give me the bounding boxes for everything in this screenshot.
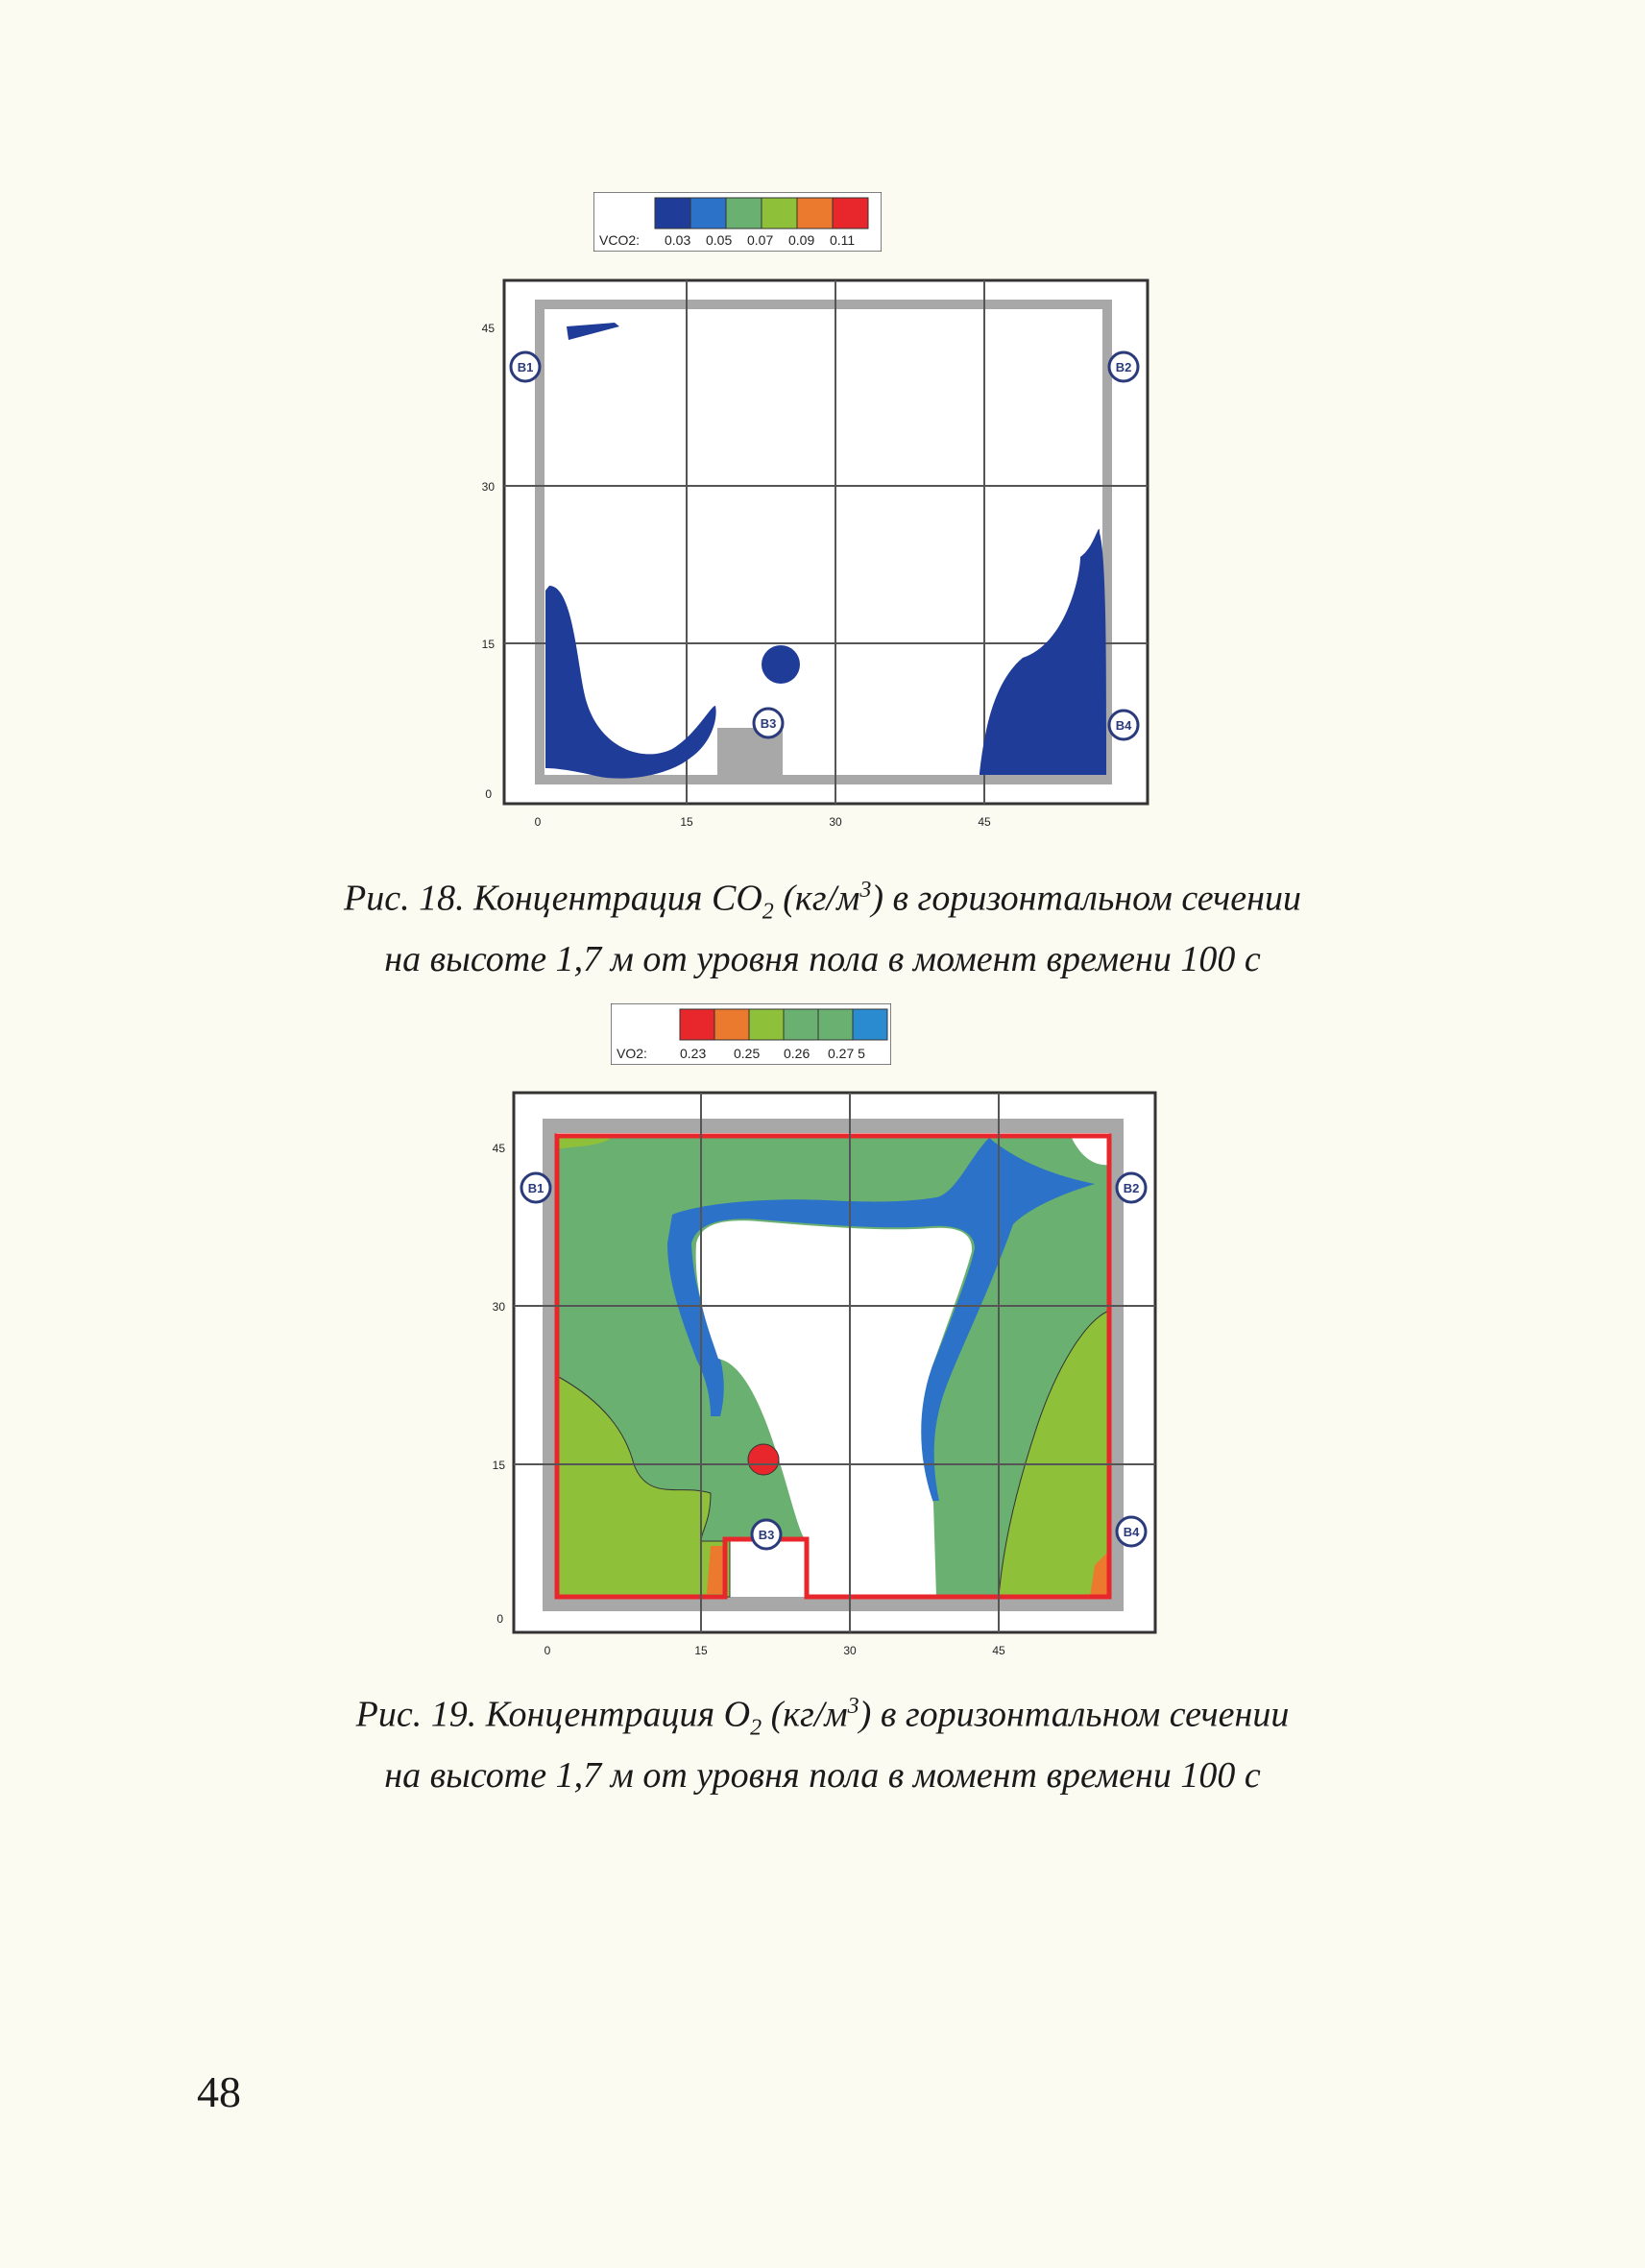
y-tick: 15 [481,638,495,651]
figure-18-caption: Рис. 18. Концентрация $CO_2$ $(кг/м^3)$ в горизонтальном сечении на высоте 1,7 м от уровня пола в момент времени 100 с [343,878,1301,980]
legend-swatch [680,1009,714,1040]
legend-tick: 0.27 5 [828,1046,865,1061]
legend-swatch [784,1009,818,1040]
svg-text:B4: B4 [1115,718,1132,733]
svg-text:B2: B2 [1123,1181,1140,1195]
x-tick: 45 [992,1644,1005,1657]
legend-o2 [611,1003,891,1065]
svg-text:B4: B4 [1123,1525,1140,1539]
marker-b2 [1109,352,1138,381]
marker-b1 [511,352,540,381]
svg-text:B3: B3 [760,716,777,731]
legend-swatch [655,198,690,229]
legend-swatch [818,1009,853,1040]
legend-swatch [749,1009,784,1040]
x-tick: 15 [680,815,693,829]
legend-swatch [726,198,762,229]
legend-tick: 0.09 [788,232,815,248]
legend-co2 [593,192,882,252]
marker-b4 [1109,711,1138,739]
x-tick: 0 [534,815,542,829]
legend-swatch [714,1009,749,1040]
legend-tick: 0.03 [665,232,691,248]
legend-swatch [690,198,726,229]
legend-swatch [853,1009,887,1040]
page-number: 48 [197,2067,241,2116]
marker-b1 [521,1173,550,1202]
svg-text:B2: B2 [1115,360,1132,374]
legend-tick: 0.11 [830,232,856,248]
marker-b3 [752,1520,781,1549]
svg-text:B1: B1 [517,360,534,374]
x-tick: 15 [694,1644,708,1657]
legend-tick: 0.26 [784,1046,810,1061]
x-tick: 30 [843,1644,857,1657]
y-tick: 45 [481,322,495,335]
marker-b4 [1117,1517,1146,1546]
y-tick: 0 [485,787,492,801]
y-tick: 30 [492,1300,505,1314]
svg-text:B1: B1 [527,1181,544,1195]
co2-contour-plot [480,269,1172,845]
svg-text:B3: B3 [758,1528,775,1542]
legend-swatch [762,198,797,229]
y-tick: 45 [492,1142,505,1155]
x-tick: 30 [829,815,842,829]
legend-tick: 0.23 [680,1046,707,1061]
o2-contour-plot [480,1080,1172,1666]
y-tick: 0 [496,1612,503,1626]
legend-tick: 0.05 [706,232,733,248]
y-tick: 15 [492,1459,505,1472]
legend-swatch [797,198,833,229]
marker-b2 [1117,1173,1146,1202]
x-tick: 45 [978,815,991,829]
figure-19-caption: Рис. 19. Концентрация $O_2$ $(кг/м^3)$ в горизонтальном сечении на высоте 1,7 м от уровня пола в момент времени 100 с [355,1694,1290,1797]
legend-tick: 0.25 [734,1046,761,1061]
marker-b3 [754,709,783,737]
x-tick: 0 [544,1644,551,1657]
legend-tick: 0.07 [747,232,774,248]
o2-red-spot [748,1444,779,1475]
y-tick: 30 [481,480,495,494]
legend-label: VCO2: [599,232,641,248]
legend-label: VO2: [617,1046,647,1061]
legend-swatch [833,198,868,229]
